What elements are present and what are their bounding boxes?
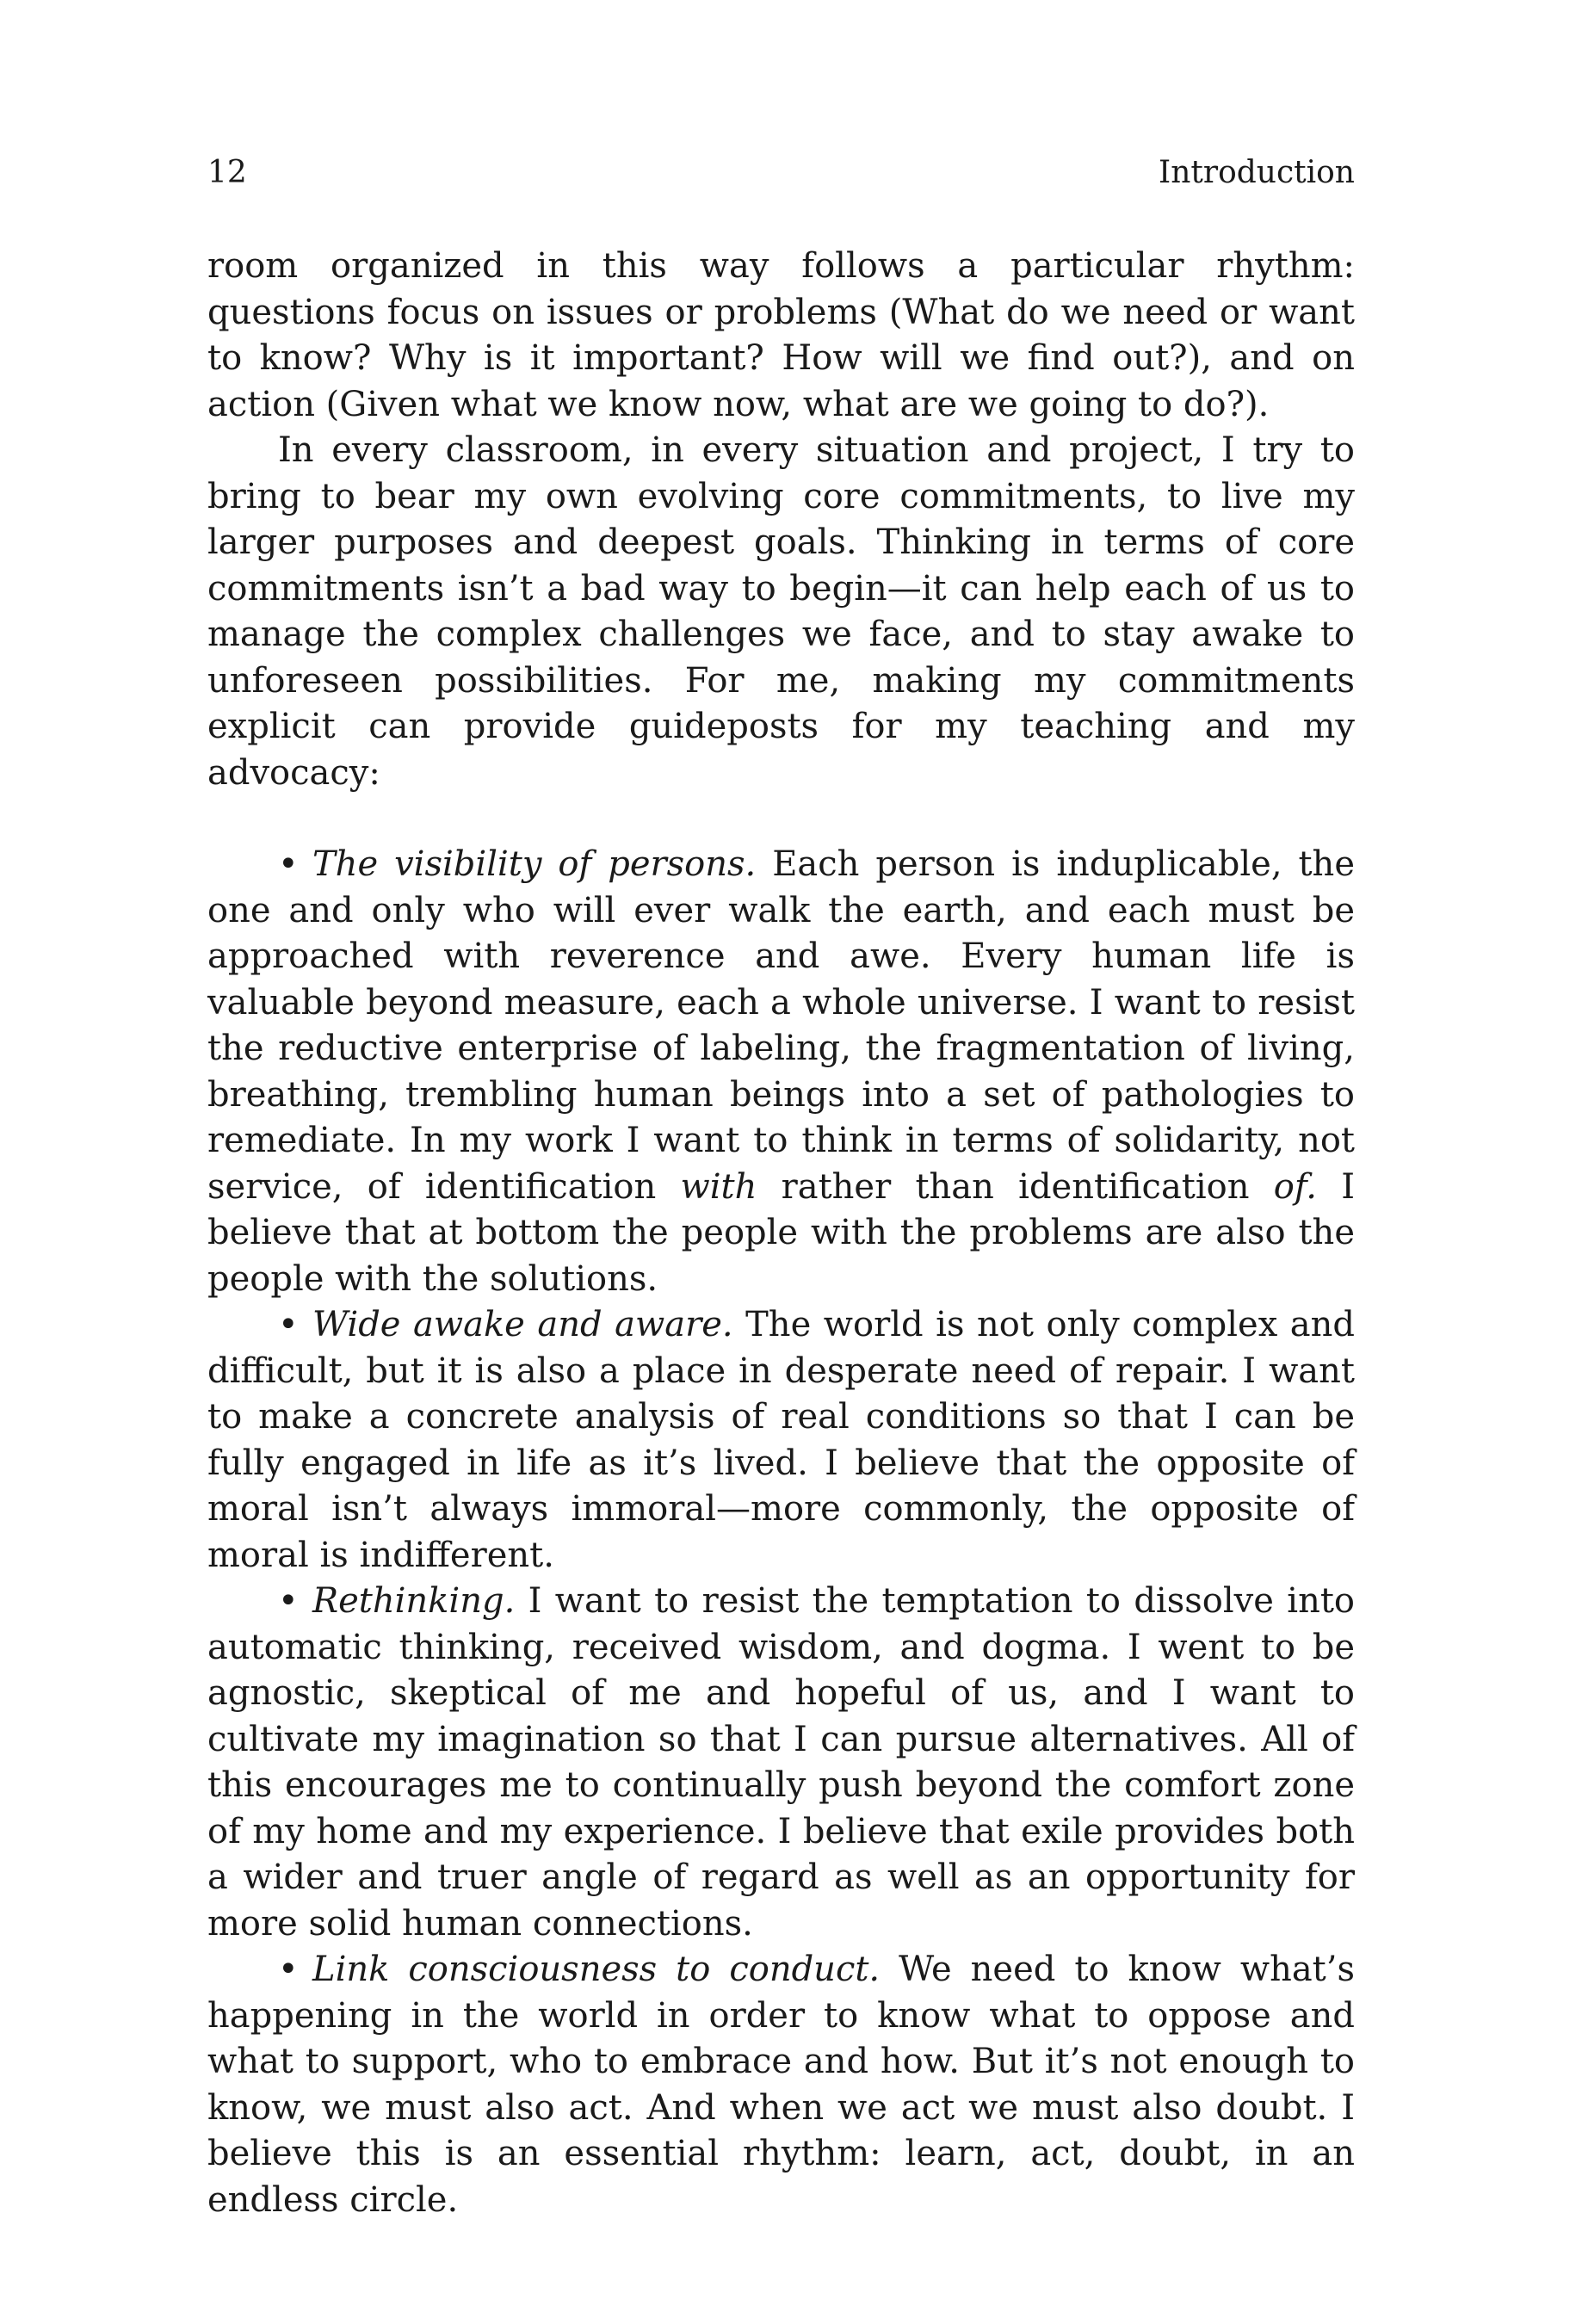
emphasis-of: of. (1273, 1166, 1317, 1207)
bullet-text: We need to know what’s happening in the world in order to know what to oppose and what to support, who to embrace and how. But it’s not enough to know, we must also act. And when we act we must also doubt. I believe this is an essential rhythm: learn, act, doubt, in an endless circle. (207, 1950, 1355, 2220)
emphasis-with: with (680, 1166, 757, 1207)
bullet-text: I believe that at bottom the people with the problems are also the people with the solutions. (207, 1166, 1355, 1299)
bullet-marker: • (278, 1950, 299, 1989)
bullet-item-wide-awake (207, 1302, 1355, 1579)
bullet-title: The visibility of persons. (312, 844, 757, 884)
bullet-marker: • (278, 1305, 299, 1344)
running-head (207, 153, 1355, 193)
paragraph-continued: room organized in this way follows a particular rhythm: questions focus on issues or problems (What do we need or want to know? Why is it important? How will we find out?), and on action (Given what we know now, what are we going to do?). (207, 246, 1355, 424)
bullet-title: Wide awake and aware. (312, 1305, 733, 1344)
bullet-text: The world is not only complex and difficult, but it is also a place in desperate need of repair. I want to make a concrete analysis of real conditions so that I can be fully engaged in life as it’s lived. I believe that the opposite of moral isn’t always immoral—more commonly, the opposite of moral is indifferent. (207, 1305, 1356, 1575)
bullet-marker: • (278, 844, 299, 884)
bullet-title: Link consciousness to conduct. (312, 1950, 881, 1989)
paragraph-gap (207, 796, 1355, 842)
body-text (207, 244, 1355, 2223)
bullet-text: Each person is induplicable, the one and only who will ever walk the earth, and each must be approached with reverence and awe. Every human life is valuable beyond measure, each a whole universe. I want to resist the reductive enterprise of labeling, the fragmentation of living, breathing, trembling human beings into a set of pathologies to remediate. In my work I want to think in terms of solidarity, not service, of identification (207, 844, 1355, 1207)
bullet-item-visibility (207, 842, 1355, 1302)
bullet-text: rather than identification (757, 1166, 1274, 1207)
bullet-item-rethinking (207, 1579, 1355, 1947)
paragraph-commitments: In every classroom, in every situation and project, I try to bring to bear my own evolving core commitments, to live my larger purposes and deepest goals. Thinking in terms of core commitments isn’t a bad way to begin—it can help each of us to manage the complex challenges we face, and to stay awake to unforeseen possibilities. For me, making my commitments explicit can provide guideposts for my teaching and my advocacy: (207, 430, 1355, 793)
bullet-text: I want to resist the temptation to dissolve into automatic thinking, received wisdom, and dogma. I went to be agnostic, skeptical of me and hopeful of us, and I want to cultivate my imagination so that I can pursue alternatives. All of this encourages me to continually push beyond the comfort zone of my home and my experience. I believe that exile provides both a wider and truer angle of regard as well as an opportunity for more solid human connections. (207, 1581, 1355, 1944)
bullet-title: Rethinking. (312, 1581, 516, 1621)
section-title: Introduction (1159, 155, 1355, 190)
bullet-item-link-consciousness (207, 1947, 1355, 2223)
bullet-marker: • (278, 1581, 299, 1621)
page-number: 12 (207, 155, 247, 190)
